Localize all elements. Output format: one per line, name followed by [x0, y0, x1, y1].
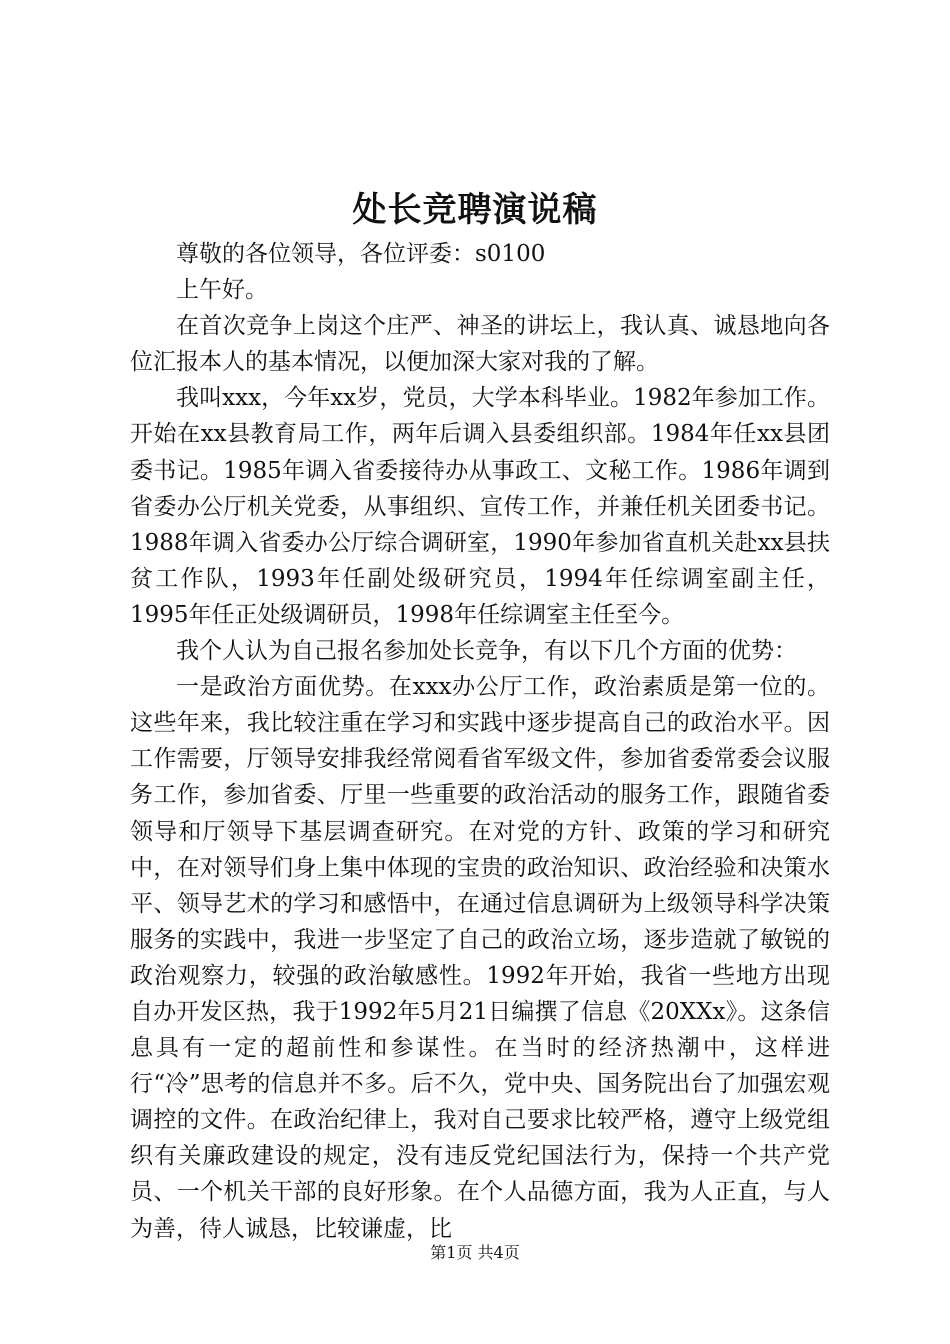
paragraph-greeting: 上午好。: [176, 277, 268, 304]
document-title: 处长竞聘演说稿: [352, 190, 598, 230]
paragraph-background: 我叫xxx，今年xx岁，党员，大学本科毕业。1982年参加工作。开始在xx县教育局工作，两年后调入县委组织部。1984年任xx县团委书记。1985年调入省委接待办从事政工、文秘工作。1986年调到省委办公厅机关党委，从事组织、宣传工作，并兼任机关团委书记。1988年调入省委办公厅综合调研室，1990年参加省直机关赴xx县扶贫工作队，1993年任副处级研究员，1994年任综调室副主任，1995年任正处级调研员，1998年任综调室主任至今。: [130, 385, 830, 628]
page-number-footer: 第1页 共4页: [430, 1243, 520, 1262]
document-body: [130, 236, 830, 1247]
paragraph-political-advantage: 一是政治方面优势。在xxx办公厅工作，政治素质是第一位的。这些年来，我比较注重在学习和实践中逐步提高自己的政治水平。因工作需要，厅领导安排我经常阅看省军级文件，参加省委常委会议服务工作，参加省委、厅里一些重要的政治活动的服务工作，跟随省委领导和厅领导下基层调查研究。在对党的方针、政策的学习和研究中，在对领导们身上集中体现的宝贵的政治知识、政治经验和决策水平、领导艺术的学习和感悟中，在通过信息调研为上级领导科学决策服务的实践中，我进一步坚定了自己的政治立场，逐步造就了敏锐的政治观察力，较强的政治敏感性。1992年开始，我省一些地方出现自办开发区热，我于1992年5月21日编撰了信息《20XXx》。这条信息具有一定的超前性和参谋性。在当时的经济热潮中，这样进行“冷”思考的信息并不多。后不久，党中央、国务院出台了加强宏观调控的文件。在政治纪律上，我对自己要求比较严格，遵守上级党组织有关廉政建设的规定，没有违反党纪国法行为，保持一个共产党员、一个机关干部的良好形象。在个人品德方面，我为人正直，与人为善，待人诚恳，比较谦虚，比: [130, 674, 830, 1242]
paragraph-advantages-lead: 我个人认为自己报名参加处长竞争，有以下几个方面的优势：: [176, 638, 797, 665]
paragraph-salutation: 尊敬的各位领导，各位评委：s0100: [176, 241, 546, 267]
paragraph-intro: 在首次竞争上岗这个庄严、神圣的讲坛上，我认真、诚恳地向各位汇报本人的基本情况，以便加深大家对我的了解。: [130, 313, 830, 376]
